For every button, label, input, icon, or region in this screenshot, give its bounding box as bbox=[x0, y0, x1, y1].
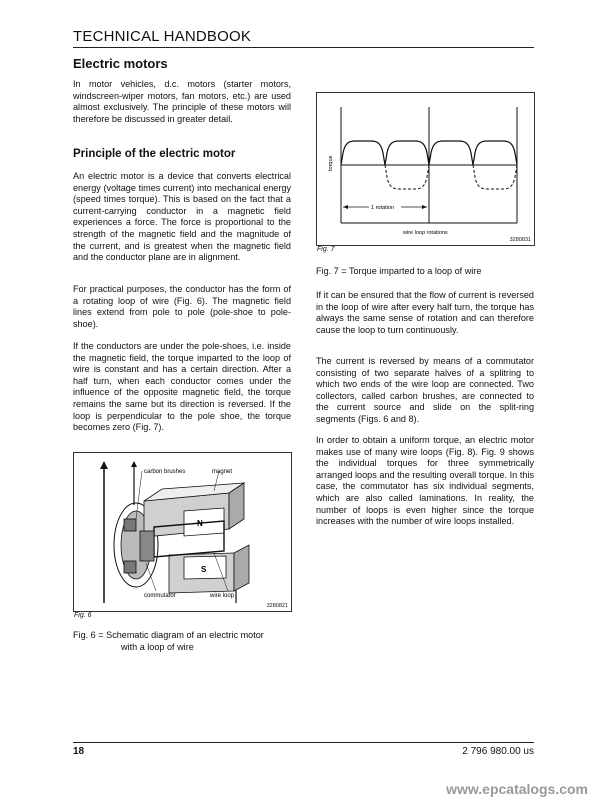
page-number: 18 bbox=[73, 746, 85, 757]
col1-paragraph-3: If the conductors are under the pole-shoes, i.e. inside the magnetic field, the torque imparted to the loop of wire is constant and has a certain direction. After a half turn, when each conductor comes under the influence of the opposite magnetic field, the torque remains the same but its direction is reversed. If the loop is perpendicular to the pole shoe, the torque becomes zero (Fig. 7). bbox=[73, 341, 291, 433]
label-south-pole: S bbox=[201, 565, 207, 574]
fig6-label: Fig. 6 bbox=[74, 612, 92, 619]
label-y-axis: torque bbox=[328, 155, 334, 171]
fig6-caption-line2: with a loop of wire bbox=[121, 641, 194, 652]
fig7-caption: Fig. 7 = Torque imparted to a loop of wire bbox=[316, 266, 482, 276]
label-carbon-brushes: carbon brushes bbox=[144, 469, 186, 475]
col1-paragraph-2: For practical purposes, the conductor has the form of a rotating loop of wire (Fig. 6). The magnetic field lines extend from pole to pole (pole-shoe to pole-shoe). bbox=[73, 284, 291, 329]
label-commutator: commutator bbox=[144, 593, 176, 599]
label-magnet: magnet bbox=[212, 469, 233, 475]
figure-7 bbox=[316, 92, 535, 246]
label-wire-loop: wire loop bbox=[210, 593, 235, 599]
motor-diagram bbox=[74, 453, 291, 611]
torque-chart bbox=[317, 93, 534, 245]
intro-paragraph: In motor vehicles, d.c. motors (starter motors, windscreen-wiper motors, fan motors, etc.) are used almost exclusively. The principle of these motors will therefore be discussed in greater detail. bbox=[73, 79, 291, 124]
page-header-title: TECHNICAL HANDBOOK bbox=[73, 28, 252, 45]
fig6-code: 3280821 bbox=[266, 603, 288, 609]
label-one-rotation: 1 rotation bbox=[371, 205, 394, 211]
header-rule bbox=[73, 47, 534, 48]
footer-rule bbox=[73, 742, 534, 743]
col1-paragraph-1: An electric motor is a device that converts electrical energy (voltage times current) into mechanical energy (speed times torque). This is based on the fact that a current-carrying conductor in a magnetic field experiences a force. The force is proportional to the strength of the magnetic field and the magnitude of the current, and is greatest when the magnetic field and the conductor plane are in alignment. bbox=[73, 171, 291, 263]
label-north-pole: N bbox=[197, 519, 203, 528]
document-number: 2 796 980.00 us bbox=[462, 746, 534, 757]
fig7-code: 3280831 bbox=[509, 237, 531, 243]
section-title: Electric motors bbox=[73, 56, 168, 71]
col2-paragraph-1: If it can be ensured that the flow of current is reversed in the loop of wire after every half turn, the torque has always the same sense of rotation and can therefore cause the loop to turn continuously. bbox=[316, 290, 534, 335]
col2-paragraph-3: In order to obtain a uniform torque, an electric motor makes use of many wire loops (Fig. 8). Fig. 9 shows the individual torques for three symmetrically arranged loops and the resulting overall torque. In this case, the commutator has six individual segments, which are also called laminations. In reality, the number of loops is even higher since the torque increases with the number of wire loops installed. bbox=[316, 435, 534, 527]
subsection-title: Principle of the electric motor bbox=[73, 148, 236, 160]
figure-6 bbox=[73, 452, 292, 612]
fig6-caption-line1: Schematic diagram of an electric motor bbox=[106, 630, 264, 640]
fig7-label: Fig. 7 bbox=[317, 246, 335, 253]
col2-paragraph-2: The current is reversed by means of a commutator consisting of two separate halves of a splitring to which two ends of the wire loop are connected. Two collectors, called carbon brushes, are connected to the current source and slide on the split-ring segments (Figs. 6 and 8). bbox=[316, 356, 534, 424]
fig6-caption bbox=[73, 630, 293, 653]
label-x-axis: wire loop rotations bbox=[403, 230, 448, 236]
fig6-caption-prefix: Fig. 6 = bbox=[73, 630, 104, 640]
watermark-text[interactable]: www.epcatalogs.com bbox=[446, 781, 588, 797]
